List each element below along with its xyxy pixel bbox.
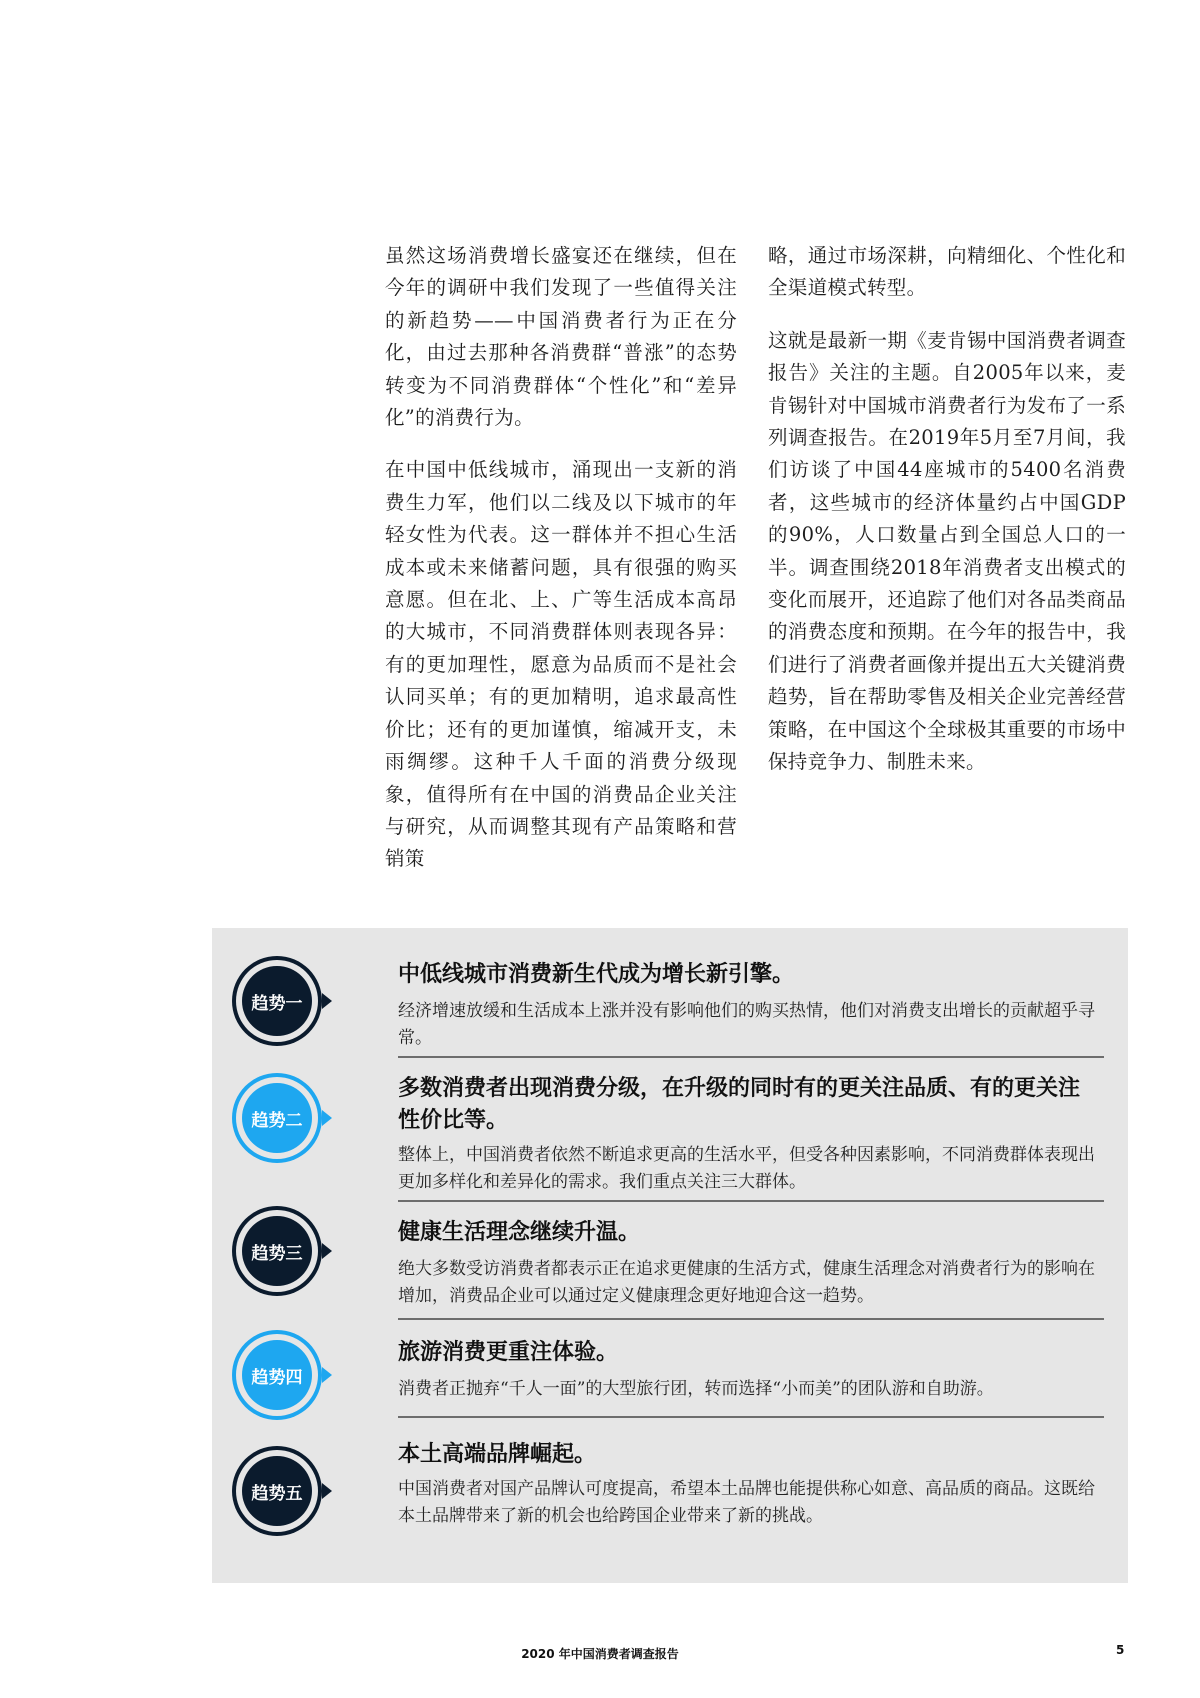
trend-2-description: 整体上，中国消费者依然不断追求更高的生活水平，但受各种因素影响，不同消费群体表现出更加多样化和差异化的需求。我们重点关注三大群体。 [398, 1145, 1095, 1192]
trend-4-badge: 趋势四 [242, 1340, 312, 1410]
body-paragraph: 在中国中低线城市，涌现出一支新的消费生力军，他们以二线及以下城市的年轻女性为代表。这一群体并不担心生活成本或未来储蓄问题，具有很强的购买意愿。但在北、上、广等生活成本高昂的大城市，不同消费群体则表现各异：有的更加理性，愿意为品质而不是社会认同买单；有的更加精明，追求最高性价比；还有的更加谨慎，缩减开支，未雨绸缪。这种千人千面的消费分级现象，值得所有在中国的消费品企业关注与研究，从而调整其现有产品策略和营销策 [385, 458, 737, 871]
body-left-column [385, 240, 737, 896]
divider [398, 1416, 1104, 1418]
trend-3-badge: 趋势三 [242, 1216, 312, 1286]
body-paragraph: 这就是最新一期《麦肯锡中国消费者调查报告》关注的主题。自2005年以来，麦肯锡针对中国城市消费者行为发布了一系列调查报告。在2019年5月至7月间，我们访谈了中国44座城市的5400名消费者，这些城市的经济体量约占中国GDP的90%，人口数量占到全国总人口的一半。调查围绕2018年消费者支出模式的变化而展开，还追踪了他们对各品类商品的消费态度和预期。在今年的报告中，我们进行了消费者画像并提出五大关键消费趋势，旨在帮助零售及相关企业完善经营策略，在中国这个全球极其重要的市场中保持竞争力、制胜未来。 [768, 328, 1126, 774]
page-number: 5 [1116, 1643, 1125, 1657]
divider [398, 1056, 1104, 1058]
arrow-right-icon [322, 1243, 332, 1259]
arrow-right-icon [322, 1367, 332, 1383]
trend-3-description: 绝大多数受访消费者都表示正在追求更健康的生活方式，健康生活理念对消费者行为的影响在增加，消费品企业可以通过定义健康理念更好地迎合这一趋势。 [398, 1259, 1095, 1306]
arrow-right-icon [322, 993, 332, 1009]
trends-panel [212, 928, 1128, 1583]
trend-3-title: 健康生活理念继续升温。 [398, 1219, 641, 1245]
divider [398, 1200, 1104, 1202]
body-right-column [768, 240, 1126, 799]
arrow-right-icon [322, 1483, 332, 1499]
footer-report-title: 2020 年中国消费者调查报告 [521, 1647, 679, 1661]
trend-2-badge: 趋势二 [242, 1083, 312, 1153]
arrow-right-icon [322, 1110, 332, 1126]
trend-1-title: 中低线城市消费新生代成为增长新引擎。 [398, 961, 795, 987]
divider [398, 1318, 1104, 1320]
body-paragraph: 虽然这场消费增长盛宴还在继续，但在今年的调研中我们发现了一些值得关注的新趋势——中国消费者行为正在分化，由过去那种各消费群“普涨”的态势转变为不同消费群体“个性化”和“差异化”的消费行为。 [385, 244, 737, 430]
body-paragraph: 略，通过市场深耕，向精细化、个性化和全渠道模式转型。 [768, 244, 1126, 300]
trend-2-title: 多数消费者出现消费分级，在升级的同时有的更关注品质、有的更关注性价比等。 [398, 1075, 1081, 1133]
trend-5-badge: 趋势五 [242, 1456, 312, 1526]
trend-4-title: 旅游消费更重注体验。 [398, 1339, 619, 1365]
trend-5-description: 中国消费者对国产品牌认可度提高，希望本土品牌也能提供称心如意、高品质的商品。这既给本土品牌带来了新的机会也给跨国企业带来了新的挑战。 [398, 1479, 1095, 1526]
trend-1-description: 经济增速放缓和生活成本上涨并没有影响他们的购买热情，他们对消费支出增长的贡献超乎寻常。 [398, 1001, 1095, 1048]
trend-4-description: 消费者正抛弃“千人一面”的大型旅行团，转而选择“小而美”的团队游和自助游。 [398, 1379, 994, 1399]
trend-1-badge: 趋势一 [242, 966, 312, 1036]
trend-5-title: 本土高端品牌崛起。 [398, 1441, 597, 1467]
